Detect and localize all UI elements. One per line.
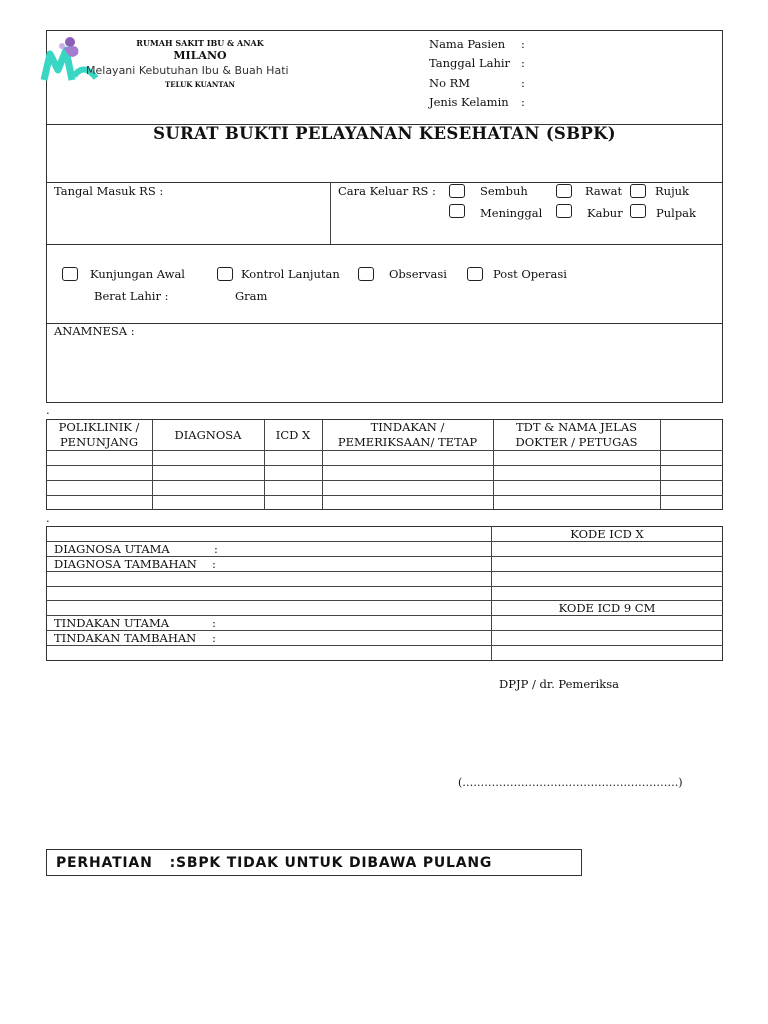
header-poliklinik-1: POLIKLINIK / <box>58 420 140 434</box>
tindakan-utama-label: TINDAKAN UTAMA <box>54 616 170 630</box>
checkbox-observasi[interactable] <box>358 267 374 281</box>
checkbox-rujuk[interactable] <box>630 184 646 198</box>
hospital-name: MILANO <box>173 49 227 62</box>
admission-divider <box>330 182 331 245</box>
diagnosis-row-line <box>46 571 723 572</box>
gender-sep: : <box>521 95 525 109</box>
header-tindakan-1: TINDAKAN / <box>370 420 445 434</box>
birth-date-sep: : <box>521 56 525 70</box>
diagnosa-utama-colon: : <box>214 542 218 556</box>
option-rujuk: Rujuk <box>655 184 690 198</box>
notice-text: PERHATIAN :SBPK TIDAK UNTUK DIBAWA PULANG <box>56 855 493 871</box>
checkbox-rawat[interactable] <box>556 184 572 198</box>
diagnosa-tambahan-colon: : <box>212 557 216 571</box>
form-title: SURAT BUKTI PELAYANAN KESEHATAN (SBPK) <box>153 124 616 143</box>
option-rawat: Rawat <box>585 184 623 198</box>
tindakan-tambahan-colon: : <box>212 631 216 645</box>
birth-date-label: Tanggal Lahir <box>429 56 511 70</box>
diagnosis-row-line <box>46 645 723 646</box>
option-observasi: Observasi <box>389 267 447 281</box>
header-tdt-2: DOKTER / PETUGAS <box>515 435 638 449</box>
checkbox-kontrol-lanjutan[interactable] <box>217 267 233 281</box>
option-kontrol-lanjutan: Kontrol Lanjutan <box>241 267 340 281</box>
option-meninggal: Meninggal <box>480 206 543 220</box>
service-row-line <box>46 450 723 451</box>
diagnosis-row-line <box>46 586 723 587</box>
kode-icd-x-header: KODE ICD X <box>570 527 644 541</box>
visit-box <box>46 244 723 324</box>
diagnosa-tambahan-label: DIAGNOSA TAMBAHAN <box>54 557 197 571</box>
signature-line: (………………………………….……………….) <box>458 776 683 789</box>
signature-label: DPJP / dr. Pemeriksa <box>499 677 620 691</box>
option-pulpak: Pulpak <box>656 206 697 220</box>
anamnesa-box <box>46 323 723 403</box>
header-tindakan-2: PEMERIKSAAN/ TETAP <box>337 435 478 449</box>
service-row-line <box>46 495 723 496</box>
anamnesa-label: ANAMNESA : <box>54 324 135 338</box>
hospital-top-label: RUMAH SAKIT IBU & ANAK <box>136 38 264 48</box>
checkbox-kunjungan-awal[interactable] <box>62 267 78 281</box>
birth-weight-label: Berat Lahir : <box>94 289 169 303</box>
option-kabur: Kabur <box>587 206 623 220</box>
option-post-operasi: Post Operasi <box>493 267 567 281</box>
checkbox-pulpak[interactable] <box>630 204 646 218</box>
kode-icd-9-header: KODE ICD 9 CM <box>558 601 656 615</box>
patient-name-sep: : <box>521 37 525 51</box>
hospital-tagline: Melayani Kebutuhan Ibu & Buah Hati <box>86 64 289 77</box>
separator-dot-1: . <box>46 403 50 417</box>
rm-number-label: No RM <box>429 76 471 90</box>
checkbox-meninggal[interactable] <box>449 204 465 218</box>
diagnosa-utama-label: DIAGNOSA UTAMA <box>54 542 170 556</box>
hospital-location: TELUK KUANTAN <box>165 80 235 89</box>
diagnosis-col-line <box>491 526 492 661</box>
discharge-method-label: Cara Keluar RS : <box>338 184 436 198</box>
checkbox-sembuh[interactable] <box>449 184 465 198</box>
patient-name-label: Nama Pasien <box>429 37 506 51</box>
option-kunjungan-awal: Kunjungan Awal <box>90 267 185 281</box>
separator-dot-2: . <box>46 511 50 525</box>
birth-weight-unit: Gram <box>235 289 268 303</box>
admission-date-label: Tangal Masuk RS : <box>54 184 164 198</box>
header-tdt-1: TDT & NAMA JELAS <box>515 420 638 434</box>
header-icd-x: ICD X <box>275 428 311 442</box>
tindakan-utama-colon: : <box>212 616 216 630</box>
header-diagnosa: DIAGNOSA <box>174 428 242 442</box>
header-poliklinik-2: PENUNJANG <box>59 435 139 449</box>
gender-label: Jenis Kelamin <box>429 95 509 109</box>
checkbox-post-operasi[interactable] <box>467 267 483 281</box>
tindakan-tambahan-label: TINDAKAN TAMBAHAN <box>54 631 197 645</box>
checkbox-kabur[interactable] <box>556 204 572 218</box>
service-row-line <box>46 480 723 481</box>
option-sembuh: Sembuh <box>480 184 528 198</box>
service-row-line <box>46 465 723 466</box>
rm-number-sep: : <box>521 76 525 90</box>
